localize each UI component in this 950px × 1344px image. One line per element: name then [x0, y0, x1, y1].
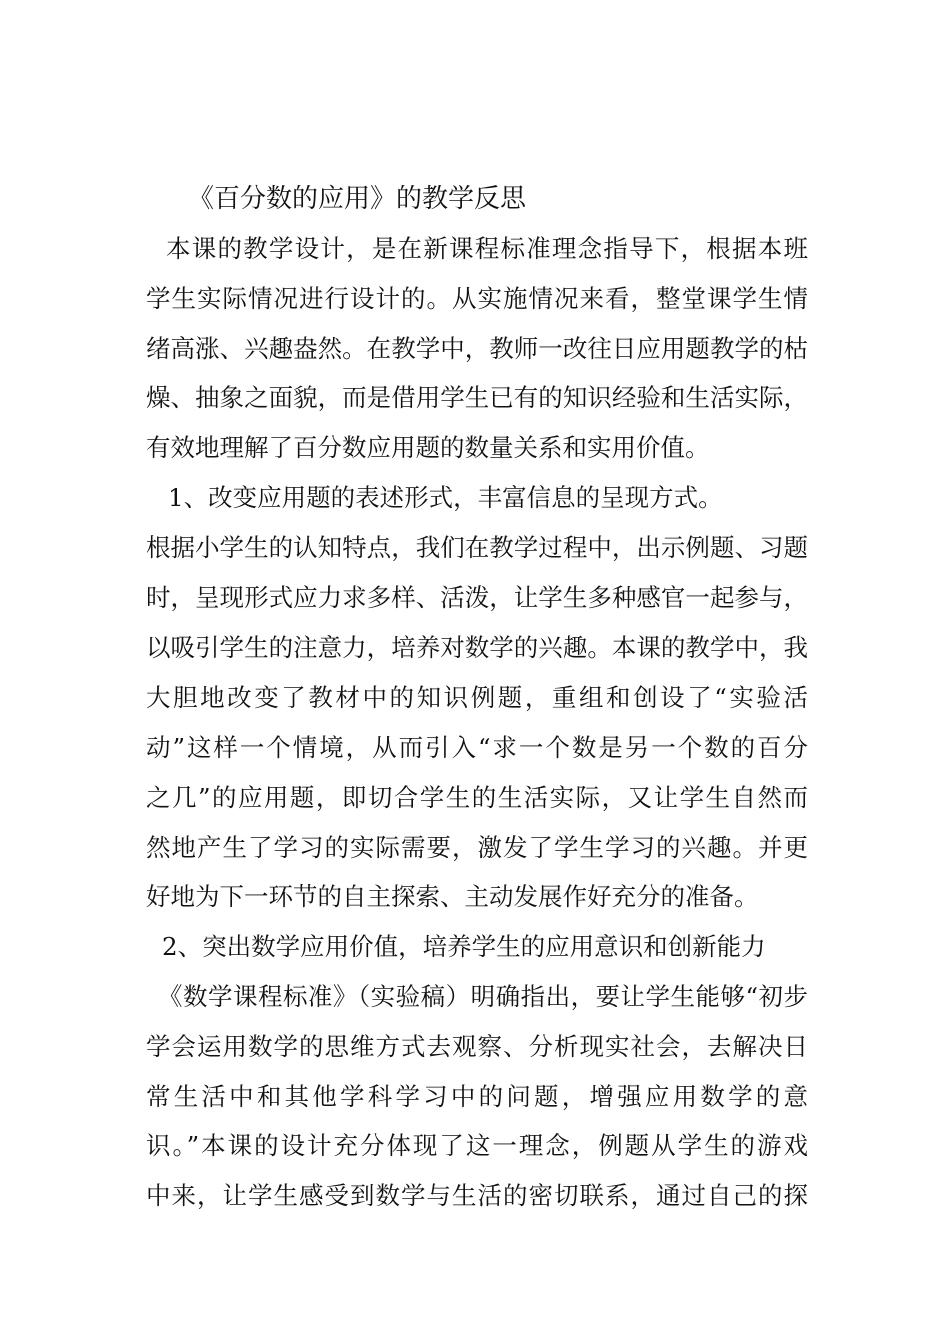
paragraph-line: 以吸引学生的注意力，培养对数学的兴趣。本课的教学中，我 — [146, 633, 808, 662]
paragraph-line: 动”这样一个情境，从而引入“求一个数是另一个数的百分 — [146, 733, 808, 762]
paragraph-line: 中来，让学生感受到数学与生活的密切联系，通过自己的探 — [146, 1181, 808, 1210]
paragraph-line: 有效地理解了百分数应用题的数量关系和实用价值。 — [146, 433, 710, 462]
paragraph-line: 识。”本课的设计充分体现了这一理念，例题从学生的游戏 — [146, 1131, 808, 1160]
paragraph-line: 学会运用数学的思维方式去观察、分析现实社会，去解决日 — [146, 1032, 808, 1061]
paragraph-line: 燥、抽象之面貌，而是借用学生已有的知识经验和生活实际， — [146, 383, 808, 412]
paragraph-line: 本课的教学设计，是在新课程标准理念指导下，根据本班 — [166, 234, 808, 263]
paragraph-line: 绪高涨、兴趣盎然。在教学中，教师一改往日应用题教学的枯 — [146, 334, 808, 363]
paragraph-line: 时，呈现形式应力求多样、活泼，让学生多种感官一起参与， — [146, 583, 808, 612]
paragraph-line: 《数学课程标准》（实验稿）明确指出，要让学生能够“初步 — [158, 982, 808, 1011]
paragraph-line: 大胆地改变了教材中的知识例题，重组和创设了“实验活 — [146, 683, 808, 712]
document-title: 《百分数的应用》的教学反思 — [188, 184, 527, 214]
section-heading: 1、改变应用题的表述形式，丰富信息的呈现方式。 — [168, 483, 723, 512]
paragraph-line: 常生活中和其他学科学习中的问题，增强应用数学的意 — [146, 1082, 808, 1111]
paragraph-line: 然地产生了学习的实际需要，激发了学生学习的兴趣。并更 — [146, 833, 808, 862]
paragraph-line: 好地为下一环节的自主探索、主动发展作好充分的准备。 — [146, 882, 759, 911]
section-heading: 2、突出数学应用价值，培养学生的应用意识和创新能力 — [162, 932, 766, 961]
paragraph-line: 学生实际情况进行设计的。从实施情况来看，整堂课学生情 — [146, 284, 808, 313]
paragraph-line: 之几”的应用题，即切合学生的生活实际，又让学生自然而 — [146, 783, 808, 812]
paragraph-line: 根据小学生的认知特点，我们在教学过程中，出示例题、习题 — [146, 533, 808, 562]
